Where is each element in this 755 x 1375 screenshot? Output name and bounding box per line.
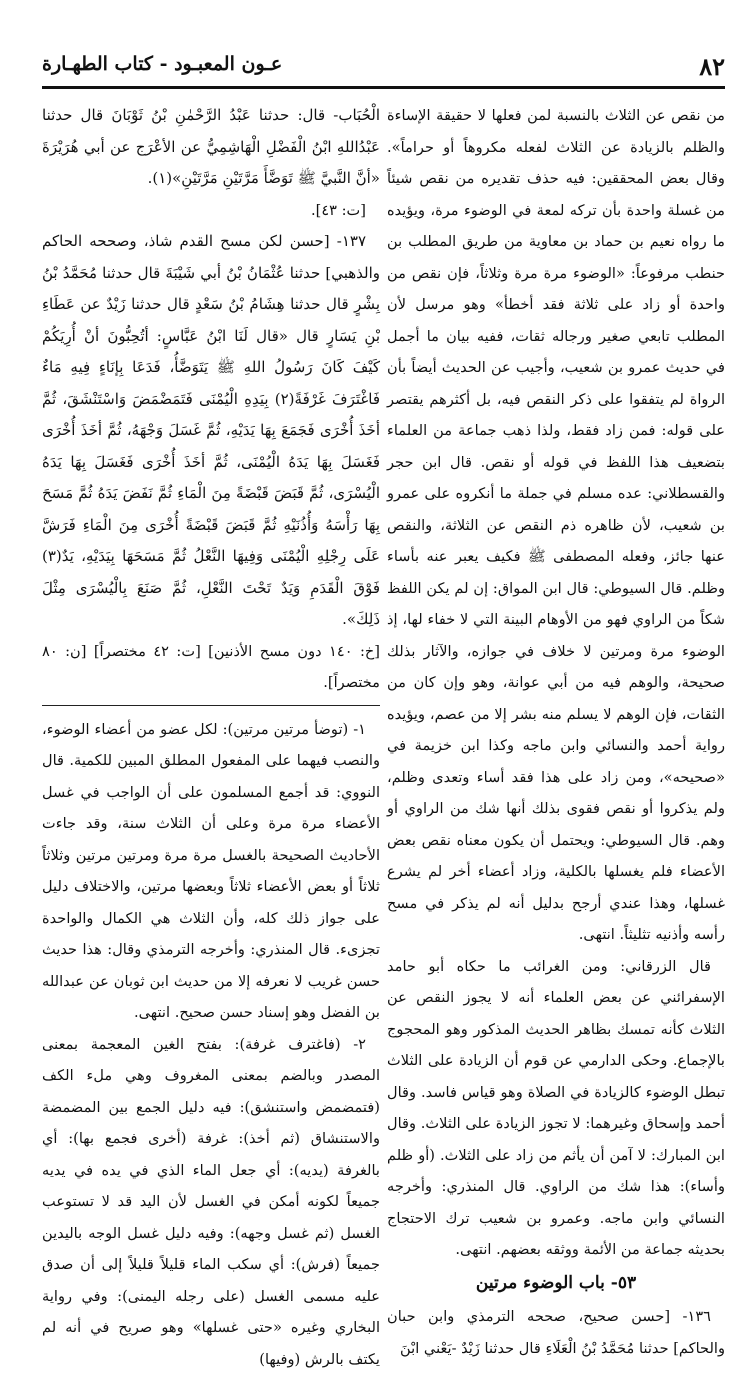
hadith-137-reference: [خ: ١٤٠ دون مسح الأذنين] [ت: ٤٢ مختصراً] [ن: ٨٠ مختصراً]. [42, 636, 380, 699]
page-header [42, 42, 725, 82]
footnote-2: ٢- (فاغترف غرفة): بفتح الغين المعجمة بمعنى المصدر وبالضم بمعنى المغروف وهي ملء الكف (فتمضمض واستنشق): فيه دليل الجمع بين المضمضة والاستنشاق (ثم أخذ): غرفة (أخرى فجمع بها): أي بالغرفة (يديه): أي جعل الماء الذي في يده في يديه جميعاً لكونه أمكن في الغسل لأن اليد قد لا تستوعب الغسل (ثم غسل وجهه): وفيه دليل غسل الوجه باليدين جميعاً (فرش): أي سكب الماء قليلاً قليلاً إلى أن صدق عليه مسمى الغسل (على رجله اليمنى): وفي رواية البخاري وغيره «حتى غسلها» وهو صريح في أنه لم يكتف بالرش (وفيها) [42, 1029, 380, 1375]
hadith-137: ١٣٧- [حسن لكن مسح القدم شاذ، وصححه الحاكم والذهبي] حدثنا عُثْمَانُ بْنُ أبي شَيْبَةَ قال حدثنا مُحَمَّدُ بْنُ بِشْرٍ قال حدثنا هِشَامُ بْنُ سَعْدٍ قال حدثنا زَيْدٌ عن عَطَاءِ بْنِ يَسَارٍ قال «قال لَنَا ابْنُ عَبَّاسٍ: أتُحِبُّونَ أنْ أُرِيَكُمْ كَيْفَ كَانَ رَسُولُ اللهِ ﷺ يَتَوَضَّأُ، فَدَعَا بِإنَاءٍ فِيهِ مَاءٌ فَاغْتَرَفَ غَرْفَةً(٢) بِيَدِهِ الْيُمْنَى فَتَمَضْمَضَ وَاسْتَنْشَقَ، ثُمَّ أخَذَ أُخْرَى فَجَمَعَ بِهَا يَدَيْهِ، ثُمَّ غَسَلَ وَجْهَهُ، ثُمَّ أخَذَ أُخْرَى فَغَسَلَ بِهَا يَدَهُ الْيُمْنَى، ثُمَّ أخَذَ أُخْرَى فَغَسَلَ بِهَا يَدَهُ الْيُسْرَى، ثُمَّ قَبَضَ قَبْضَةً مِنَ الْمَاءِ ثُمَّ نَفَضَ يَدَهُ ثُمَّ مَسَحَ بِهَا رَأْسَهُ وَأُذُنَيْهِ ثُمَّ قَبَضَ قَبْضَةً أُخْرَى مِنَ الْمَاءِ فَرَشَّ عَلَى رِجْلِهِ الْيُمْنَى وَفِيهَا النَّعْلُ ثُمَّ مَسَحَهَا بِيَدَيْهِ، يَدٌ(٣) فَوْقَ الْقَدَمِ وَيَدٌ تَحْتَ النَّعْلِ، ثُمَّ صَنَعَ بِالْيُسْرَى مِثْلَ ذَلِكَ». [42, 226, 380, 636]
left-column [42, 100, 380, 1085]
page-number: ٨٢ [699, 52, 725, 81]
right-column [387, 100, 725, 1085]
commentary-paragraph: قال الزرقاني: ومن الغرائب ما حكاه أبو حامد الإسفرائني عن بعض العلماء أنه لا يجوز النقص عن الثلاث كأنه تمسك بظاهر الحديث المذكور وهو المحجوج بالإجماع. وحكى الدارمي عن قوم أن الزيادة على الثلاث تبطل الوضوء كالزيادة في الصلاة وهو قياس فاسد. وقال أحمد وإسحاق وغيرهما: لا تجوز الزيادة على الثلاث. وقال ابن المبارك: لا آمن أن يأثم من زاد على الثلاث. (أو ظلم وأساء): هذا شك من الراوي. قال المنذري: وأخرجه النسائي وابن ماجه. وعمرو بن شعيب ترك الاحتجاج بحديثه جماعة من الأئمة ووثقه بعضهم. انتهى. [387, 951, 725, 1266]
hadith-136-continued: الْحُبَاب- قال: حدثنا عَبْدُ الرَّحْمٰنِ بْنُ ثَوْبَانَ قال حدثنا عَبْدُاللهِ ابْنُ الْفَضْلِ الْهَاشِمِيُّ عن الأعْرَج عن أبي هُرَيْرَةَ «أنَّ النَّبيَّ ﷺ تَوَضَّأَ مَرَّتَيْنِ مَرَّتَيْنِ»(١). [42, 100, 380, 195]
hadith-136-reference: [ت: ٤٣]. [42, 195, 380, 227]
hadith-136-start: ١٣٦- [حسن صحيح، صححه الترمذي وابن حبان والحاكم] حدثنا مُحَمَّدُ بْنُ الْعَلَاءِ قال حدثنا زَيْدٌ -يَعْني ابْنَ [387, 1301, 725, 1364]
chapter-heading: ٥٣- باب الوضوء مرتين [387, 1268, 725, 1300]
running-title: عـون المعبـود - كتاب الطهـارة [42, 53, 282, 75]
footnote-separator [42, 705, 380, 706]
footnote-1: ١- (توضأ مرتين مرتين): لكل عضو من أعضاء الوضوء، والنصب فيهما على المفعول المطلق المبين للكمية. قال النووي: قد أجمع المسلمون على أن الواجب في غسل الأعضاء مرة مرة وعلى أن الثلاث سنة، وقد جاءت الأحاديث الصحيحة بالغسل مرة مرة ومرتين مرتين وثلاثاً ثلاثاً أو بعض الأعضاء ثلاثاً وبعضها مرتين، والاختلاف دليل على جواز ذلك كله، وأن الثلاث هي الكمال والواحدة تجزىء. قال المنذري: وأخرجه الترمذي وقال: هذا حديث حسن غريب لا نعرفه إلا من حديث ابن ثوبان عن عبدالله بن الفضل وهو إسناد حسن صحيح. انتهى. [42, 714, 380, 1029]
commentary-paragraph: من نقص عن الثلاث بالنسبة لمن فعلها لا حقيقة الإساءة والظلم بالزيادة عن الثلاث لفعله مكروهاً أو حراماً». وقال بعض المحققين: فيه حذف تقديره من نقص شيئاً من غسلة واحدة بأن تركه لمعة في الوضوء مرة، ويؤيده ما رواه نعيم بن حماد بن معاوية من طريق المطلب بن حنطب مرفوعاً: «الوضوء مرة مرة وثلاثاً، فإن نقص من واحدة أو زاد على ثلاثة فقد أخطأ» وهو مرسل لأن المطلب تابعي صغير ورجاله ثقات، ففيه بيان ما أجمل في حديث عمرو بن شعيب، وأجيب عن الحديث أيضاً بأن الرواة لم يتفقوا على ذكر النقص فيه، بل أكثرهم يقتصر على قوله: فمن زاد فقط، ولذا ذهب جماعة من العلماء بتضعيف هذا اللفظ في قوله أو نقص. قال ابن حجر والقسطلاني: عده مسلم في جملة ما أنكروه على عمرو بن شعيب، لأن ظاهره ذم النقص عن الثلاثة، والنقص عنها جائز، وفعله المصطفى ﷺ فكيف يعبر عنه بأساء وظلم. قال السيوطي: قال ابن المواق: إن لم يكن اللفظ شكاً من الراوي فهو من الأوهام البينة التي لا خفاء لها، إذ الوضوء مرة ومرتين لا خلاف في جوازه، والآثار بذلك صحيحة، والوهم فيه من أبي عوانة، وهو وإن كان من الثقات، فإن الوهم لا يسلم منه بشر إلا من عصم، ويؤيده رواية أحمد والنسائي وابن ماجه وكذا ابن خزيمة في «صحيحه»، ومن زاد على هذا فقد أساء وتعدى وظلم، ولم يذكروا أو نقص فقوى بذلك أنها شك من الراوي أو وهم. قال السيوطي: ويحتمل أن يكون معناه نقص بعض الأعضاء فلم يغسلها بالكلية، وزاد أعضاء أخر لم يشرع غسلها، وهذا عندي أرجح بدليل أنه لم يذكر في مسح رأسه وأذنيه تثليثاً. انتهى. [387, 100, 725, 951]
header-rule [42, 86, 725, 89]
